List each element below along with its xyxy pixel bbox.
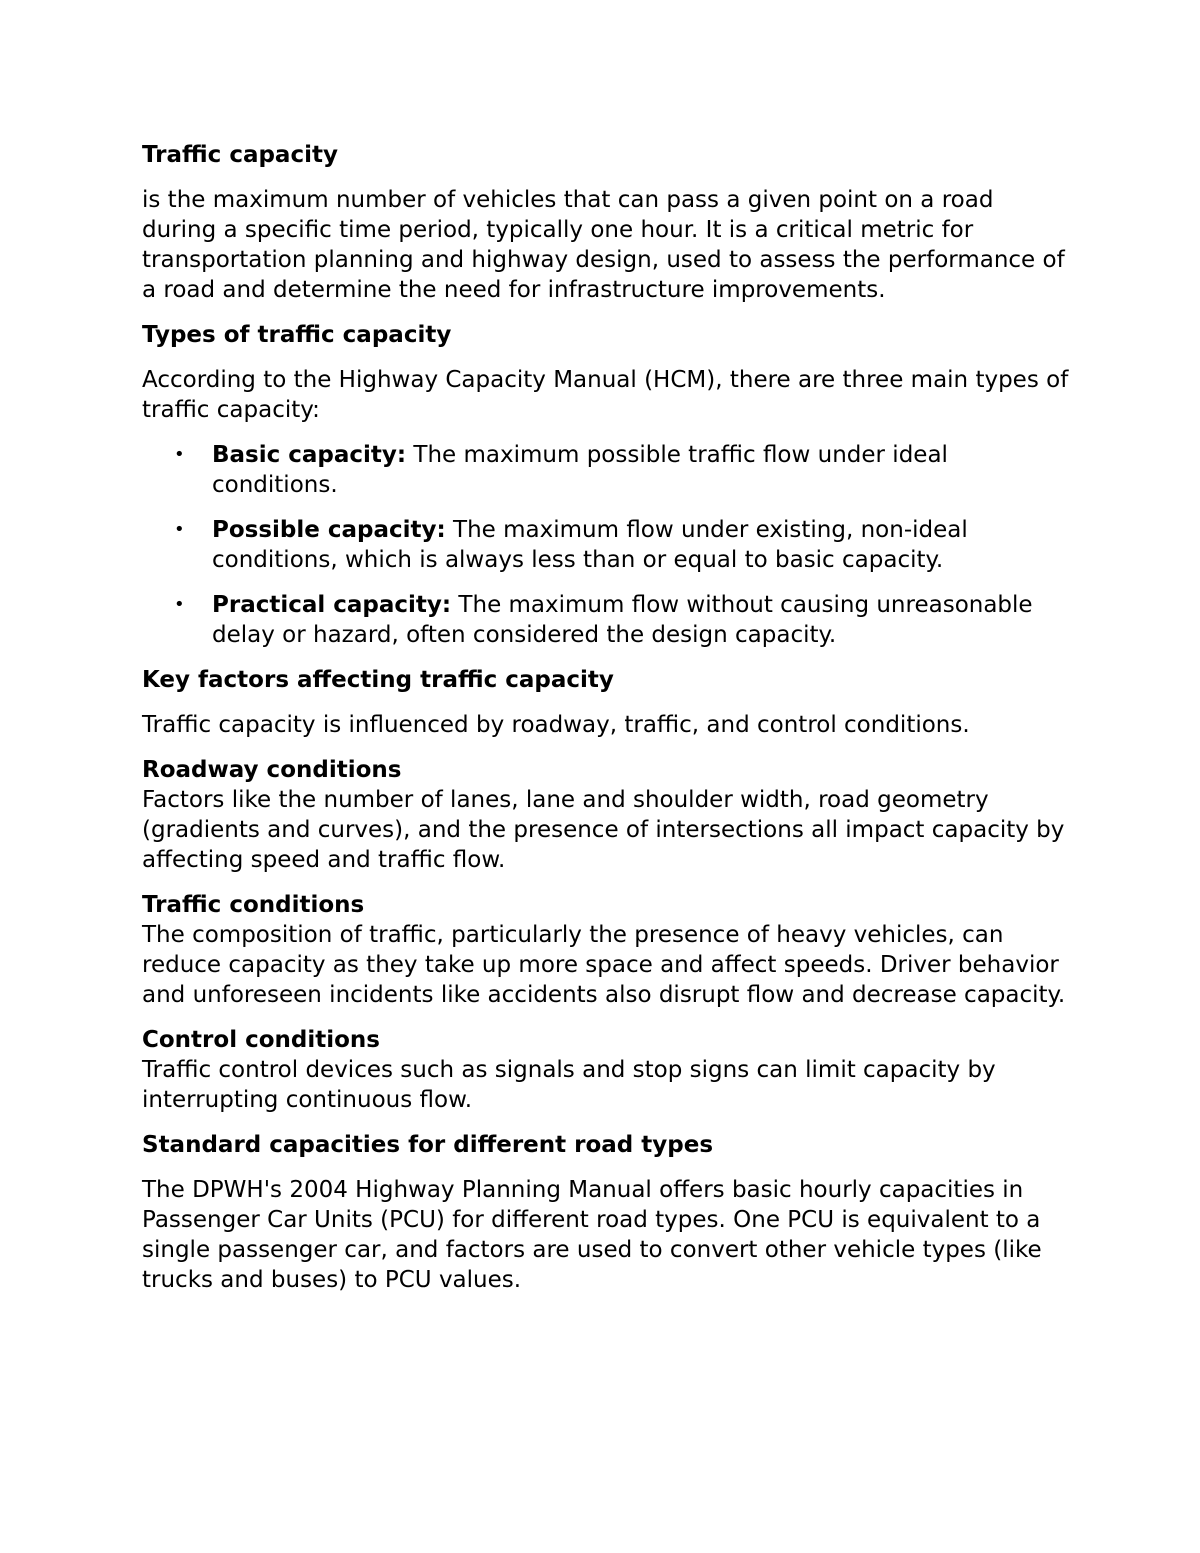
list-item [142, 590, 1072, 650]
bullet-icon: • [174, 519, 185, 540]
bullet-icon: • [174, 594, 185, 615]
document-body [142, 140, 1072, 1295]
factors-heading: Key factors affecting traffic capacity [142, 667, 614, 693]
standard-heading: Standard capacities for different road types [142, 1132, 714, 1158]
intro-paragraph: is the maximum number of vehicles that can pass a given point on a road during a specific time period, typically one hour. It is a critical metric for transportation planning and highway design, used to assess the performance of a road and determine the need for infrastructure improvements. [142, 187, 1065, 303]
control-heading: Control conditions [142, 1027, 380, 1053]
list-item [142, 440, 1072, 500]
factors-lead-paragraph: Traffic capacity is influenced by roadway, traffic, and control conditions. [142, 712, 970, 738]
types-heading: Types of traffic capacity [142, 322, 452, 348]
roadway-paragraph: Factors like the number of lanes, lane and shoulder width, road geometry (gradients and curves), and the presence of intersections all impact capacity by affecting speed and traffic flow. [142, 787, 1065, 873]
standard-paragraph: The DPWH's 2004 Highway Planning Manual offers basic hourly capacities in Passenger Car Units (PCU) for different road types. One PCU is equivalent to a single passenger car, and factors are used to convert other vehicle types (like trucks and buses) to PCU values. [142, 1177, 1042, 1293]
list-item-term: Basic capacity: [212, 442, 407, 468]
types-lead-paragraph: According to the Highway Capacity Manual (HCM), there are three main types of traffic capacity: [142, 367, 1069, 423]
roadway-heading: Roadway conditions [142, 757, 402, 783]
traffic-paragraph: The composition of traffic, particularly the presence of heavy vehicles, can reduce capacity as they take up more space and affect speeds. Driver behavior and unforeseen incidents like accidents also disrupt flow and decrease capacity. [142, 922, 1066, 1008]
document-title: Traffic capacity [142, 142, 338, 168]
capacity-types-list [142, 440, 1072, 650]
control-paragraph: Traffic control devices such as signals and stop signs can limit capacity by interrupting continuous flow. [142, 1057, 996, 1113]
list-item-text: The maximum possible traffic flow under ideal conditions. [212, 442, 948, 498]
traffic-heading: Traffic conditions [142, 892, 365, 918]
list-item-text: The maximum flow under existing, non-ideal conditions, which is always less than or equal to basic capacity. [212, 517, 968, 573]
list-item [142, 515, 1072, 575]
list-item-text: The maximum flow without causing unreasonable delay or hazard, often considered the design capacity. [212, 592, 1033, 648]
list-item-term: Practical capacity: [212, 592, 452, 618]
bullet-icon: • [174, 444, 185, 465]
list-item-term: Possible capacity: [212, 517, 446, 543]
